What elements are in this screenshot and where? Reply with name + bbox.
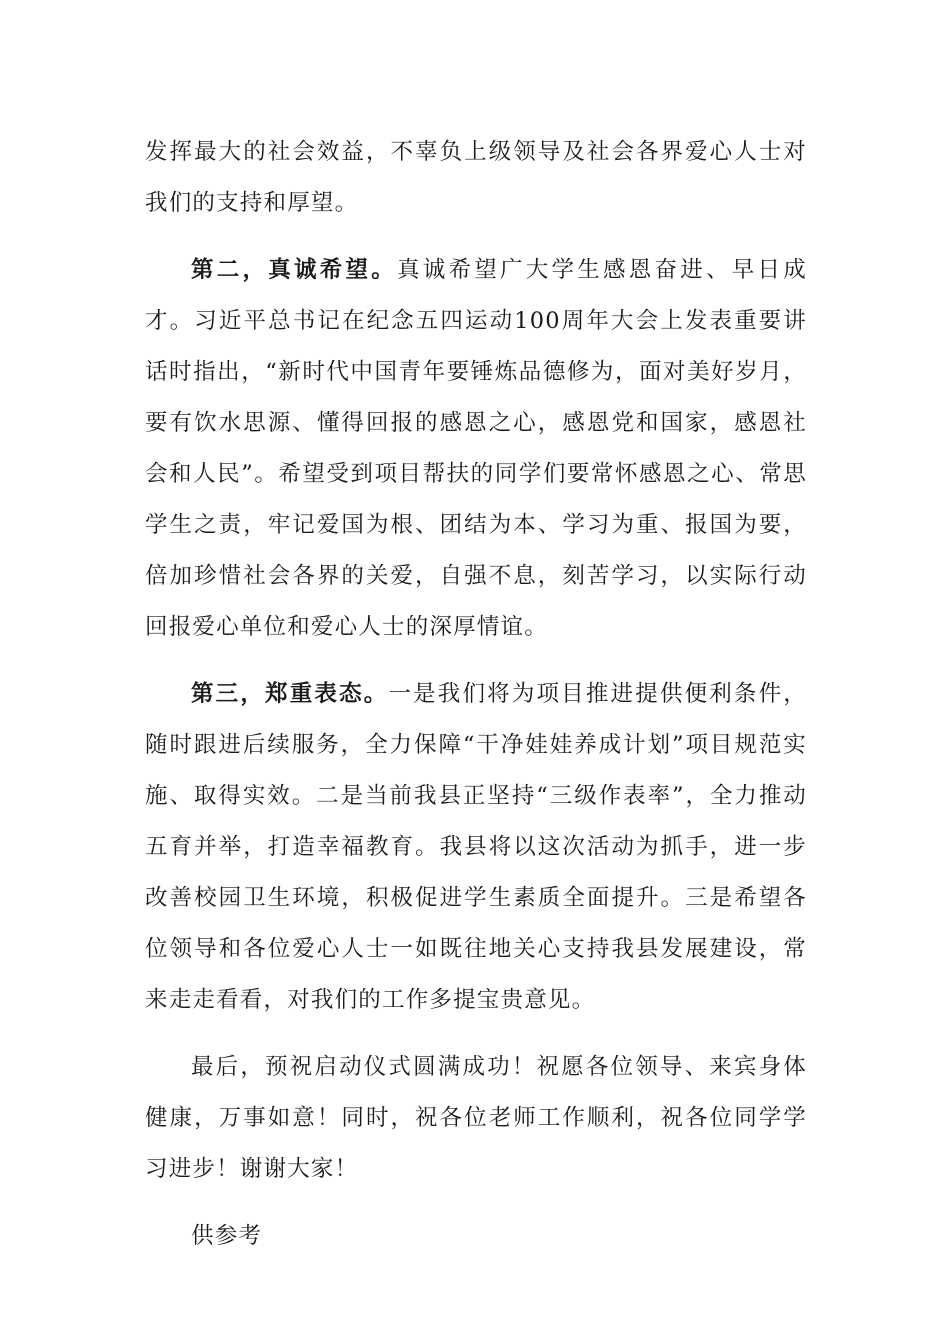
paragraph-4-text: 最后，预祝启动仪式圆满成功！祝愿各位领导、来宾身体健康，万事如意！同时，祝各位老师工作顺利，祝各位同学学习进步！谢谢大家！	[145, 1054, 807, 1182]
document-body	[145, 127, 807, 1262]
paragraph-closing	[145, 1042, 807, 1195]
paragraph-continuation	[145, 127, 807, 229]
paragraph-2-text: 真诚希望广大学生感恩奋进、早日成才。习近平总书记在纪念五四运动100周年大会上发表重要讲话时指出，“新时代中国青年要锤炼品德修为，面对美好岁月，要有饮水思源、懂得回报的感恩之心，感恩党和国家，感恩社会和人民”。希望受到项目帮扶的同学们要常怀感恩之心、常思学生之责，牢记爱国为根、团结为本、学习为重、报国为要，倍加珍惜社会各界的关爱，自强不息，刻苦学习，以实际行动回报爱心单位和爱心人士的深厚情谊。	[145, 257, 807, 640]
paragraph-third-pledge	[145, 669, 807, 1026]
paragraph-second-hope	[145, 245, 807, 653]
paragraph-1-text: 发挥最大的社会效益，不辜负上级领导及社会各界爱心人士对我们的支持和厚望。	[145, 139, 807, 216]
paragraph-2-lead: 第二，真诚希望。	[191, 257, 398, 283]
paragraph-3-text: 一是我们将为项目推进提供便利条件，随时跟进后续服务，全力保障“干净娃娃养成计划”项目规范实施、取得实效。二是当前我县正坚持“三级作表率”，全力推动五育并举，打造幸福教育。我县将以这次活动为抓手，进一步改善校园卫生环境，积极促进学生素质全面提升。三是希望各位领导和各位爱心人士一如既往地关心支持我县发展建设，常来走走看看，对我们的工作多提宝贵意见。	[145, 681, 807, 1013]
reference-note: 供参考	[191, 1223, 263, 1249]
paragraph-3-lead: 第三，郑重表态。	[191, 681, 389, 707]
